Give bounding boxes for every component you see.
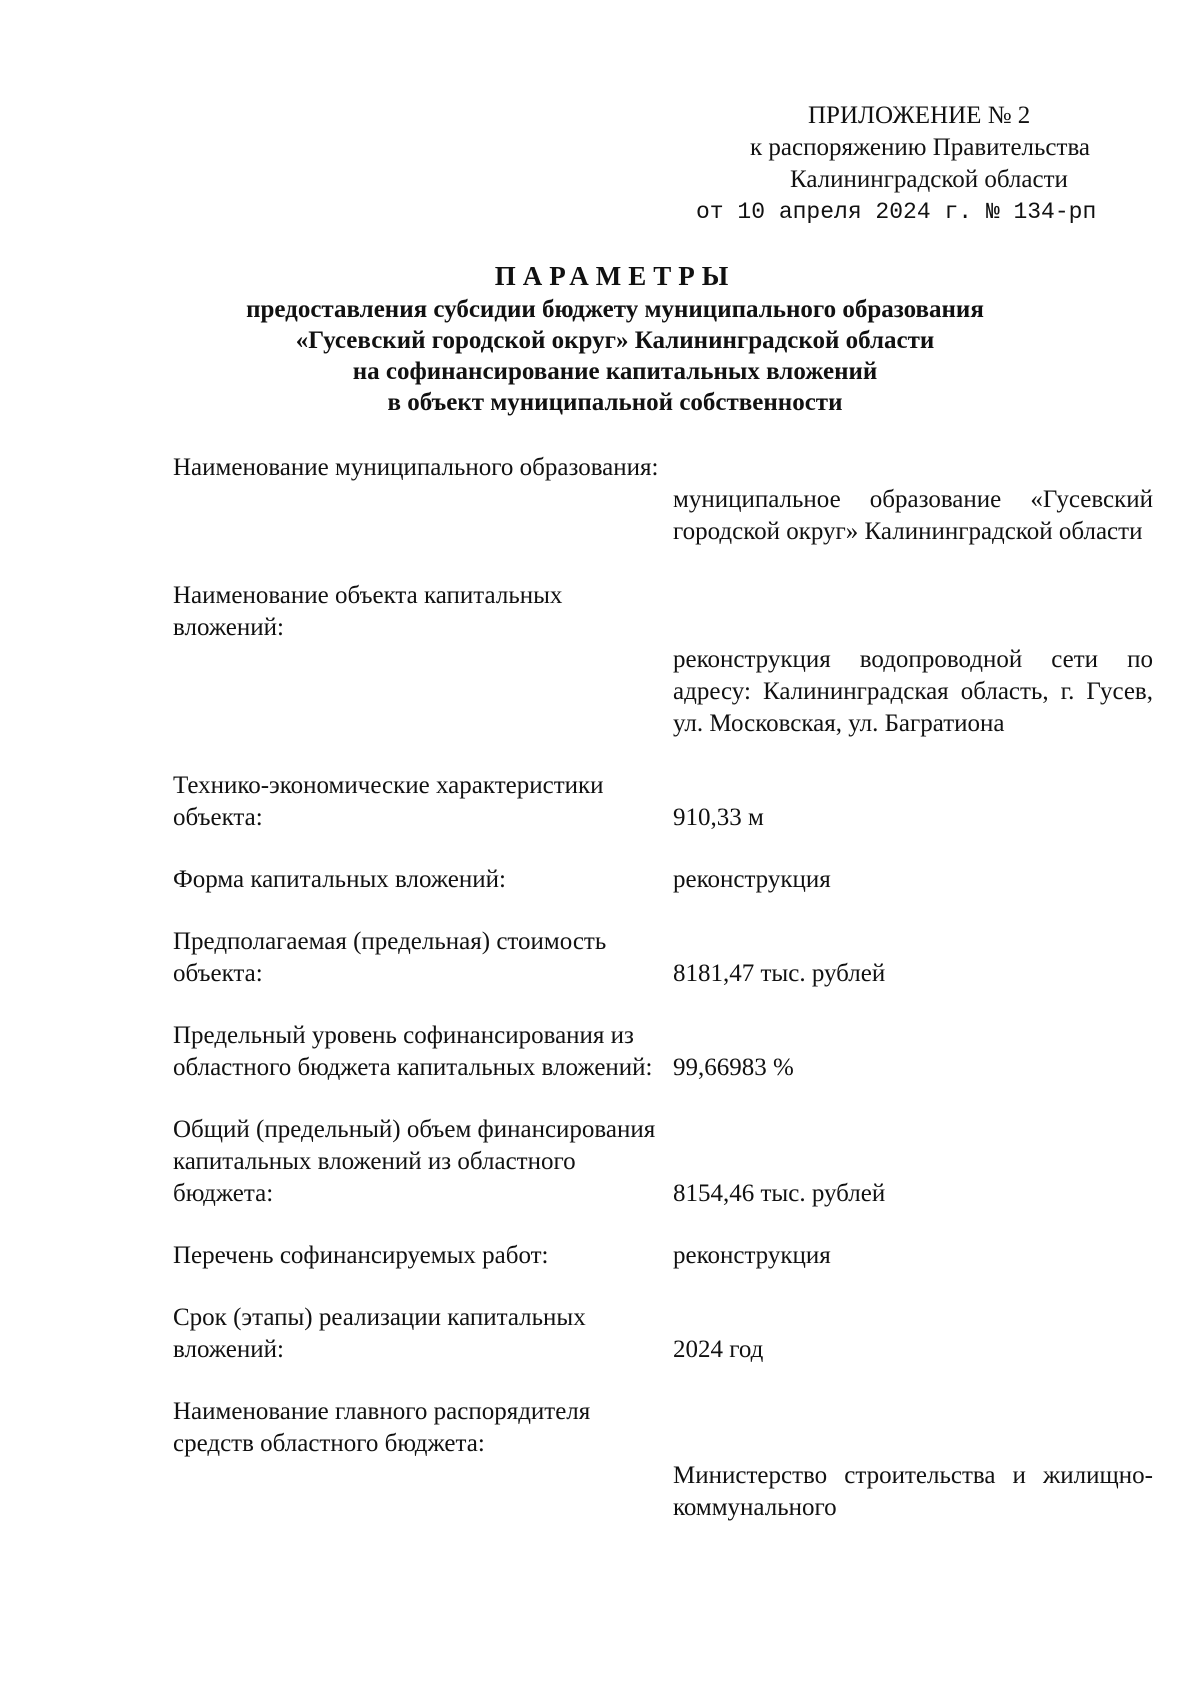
param-value: реконструкция <box>673 1242 831 1269</box>
param-label: Предполагаемая (предельная) стоимость объекта: <box>173 928 607 987</box>
param-value: 8181,47 тыс. рублей <box>673 960 886 987</box>
param-row-estimated-cost <box>173 926 1158 990</box>
param-value: реконструкция <box>673 866 831 893</box>
param-value: 99,66983 % <box>673 1054 794 1081</box>
param-row-characteristics <box>173 770 1158 834</box>
param-label: Технико-экономические характеристики объекта: <box>173 772 604 831</box>
param-value: 2024 год <box>673 1336 764 1363</box>
param-value: 8154,46 тыс. рублей <box>673 1180 886 1207</box>
param-row-works-list <box>173 1240 1158 1272</box>
param-value: 910,33 м <box>673 804 764 831</box>
param-label: Наименование объекта капитальных вложений: <box>173 582 563 641</box>
param-value: реконструкция водопроводной сети по адресу: Калининградская область, г. Гусев, ул. Московская, ул. Багратиона <box>673 646 1153 737</box>
param-label: Общий (предельный) объем финансирования капитальных вложений из областного бюджета: <box>173 1116 656 1207</box>
param-row-chief-administrator <box>173 1396 1158 1521</box>
document-title <box>0 258 1200 418</box>
param-row-municipality <box>173 452 1158 545</box>
param-label: Наименование муниципального образования: <box>173 454 659 481</box>
param-label: Наименование главного распорядителя средств областного бюджета: <box>173 1398 591 1457</box>
param-label: Перечень софинансируемых работ: <box>173 1242 549 1269</box>
annex-number: ПРИЛОЖЕНИЕ № 2 <box>808 102 1031 129</box>
title-sub-line-2: «Гусевский городской округ» Калининградской области <box>295 327 935 354</box>
param-row-cofinancing-level <box>173 1020 1158 1084</box>
annex-reference: к распоряжению Правительства <box>750 134 1091 161</box>
param-row-total-financing <box>173 1114 1158 1210</box>
annex-header <box>660 100 1180 228</box>
param-row-object-name <box>173 580 1158 737</box>
parameters-list <box>173 452 1158 1521</box>
param-label: Срок (этапы) реализации капитальных вложений: <box>173 1304 586 1363</box>
title-sub-line-3: на софинансирование капитальных вложений <box>352 358 878 385</box>
title-sub-line-4: в объект муниципальной собственности <box>387 389 843 416</box>
param-value: Министерство строительства и жилищно-коммунального <box>673 1462 1153 1521</box>
annex-date-number: от 10 апреля 2024 г. № 134-рп <box>696 199 1097 225</box>
param-row-investment-form <box>173 864 1158 896</box>
param-row-implementation-term <box>173 1302 1158 1366</box>
param-value: муниципальное образование «Гусевский городской округ» Калининградской области <box>673 486 1153 545</box>
param-label: Форма капитальных вложений: <box>173 866 506 893</box>
title-sub-line-1: предоставления субсидии бюджету муниципального образования <box>246 296 984 323</box>
annex-region: Калининградской области <box>790 166 1068 193</box>
title-main: ПАРАМЕТРЫ <box>494 261 736 291</box>
param-label: Предельный уровень софинансирования из областного бюджета капитальных вложений: <box>173 1022 653 1081</box>
